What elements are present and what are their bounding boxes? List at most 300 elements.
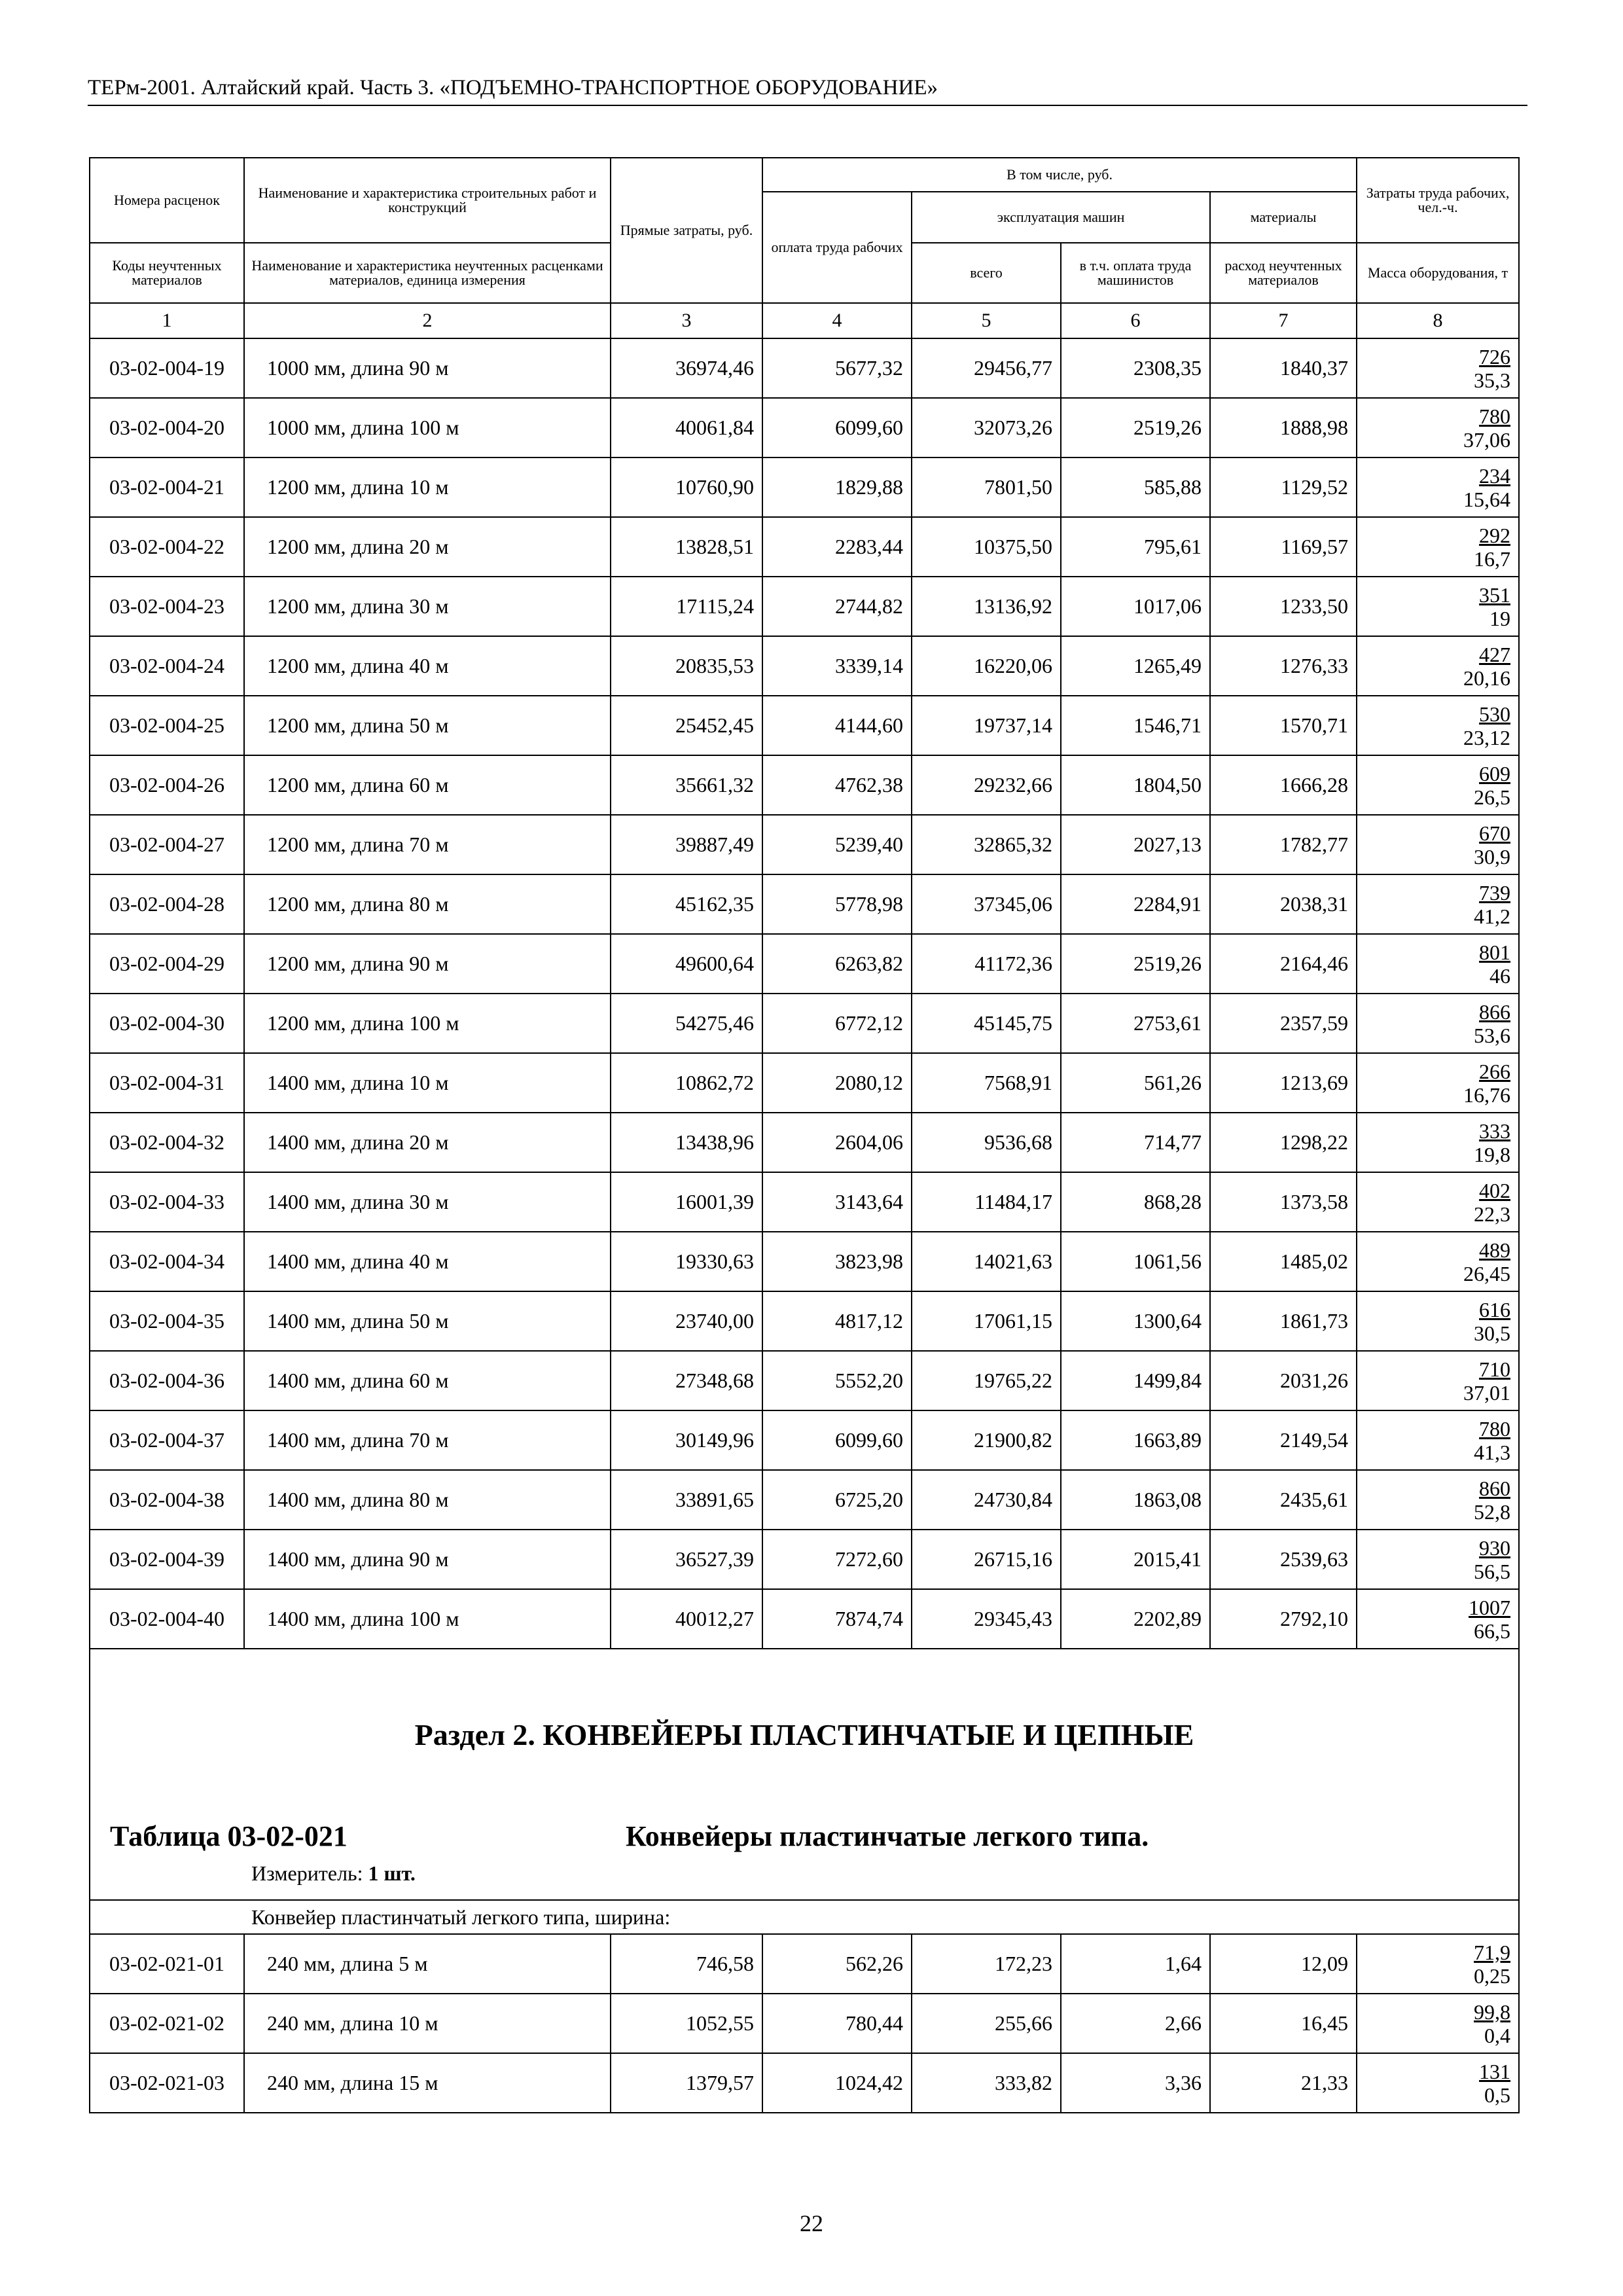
- equipment-mass: 37,06: [1463, 427, 1511, 452]
- materials-cost: 1298,22: [1210, 1113, 1357, 1172]
- worker-pay: 3823,98: [762, 1232, 912, 1291]
- equipment-mass: 22,3: [1474, 1202, 1511, 1226]
- direct-costs: 54275,46: [611, 994, 762, 1053]
- labor-hours: 351: [1479, 583, 1511, 607]
- direct-costs: 25452,45: [611, 696, 762, 755]
- worker-pay: 5552,20: [762, 1351, 912, 1410]
- table-row: [90, 636, 1519, 696]
- page-number: 22: [800, 2210, 823, 2236]
- work-name: 1200 мм, длина 90 м: [244, 934, 611, 994]
- work-name: 1400 мм, длина 30 м: [244, 1172, 611, 1232]
- header-unaccounted-names: Наименование и характеристика неучтенных расценками материалов, единица измерения: [244, 243, 611, 303]
- rate-code: 03-02-004-31: [90, 1053, 244, 1113]
- equipment-mass: 41,2: [1474, 904, 1511, 928]
- equipment-mass: 66,5: [1474, 1619, 1511, 1643]
- worker-pay: 5778,98: [762, 874, 912, 934]
- rate-code: 03-02-004-19: [90, 338, 244, 398]
- rate-code: 03-02-004-33: [90, 1172, 244, 1232]
- work-name: 1000 мм, длина 90 м: [244, 338, 611, 398]
- table-header: [90, 158, 1519, 338]
- machine-operation: 16220,06: [912, 636, 1061, 696]
- worker-pay: 2080,12: [762, 1053, 912, 1113]
- equipment-mass: 53,6: [1474, 1023, 1511, 1047]
- materials-cost: 1888,98: [1210, 398, 1357, 457]
- equipment-mass: 20,16: [1463, 666, 1511, 690]
- work-name: 1400 мм, длина 70 м: [244, 1410, 611, 1470]
- materials-cost: 2149,54: [1210, 1410, 1357, 1470]
- equipment-mass: 37,01: [1463, 1380, 1511, 1405]
- direct-costs: 49600,64: [611, 934, 762, 994]
- labor-mass-fraction: [1357, 1934, 1519, 1994]
- column-number: 1: [90, 303, 244, 338]
- rates-sheet: [89, 157, 1518, 2113]
- rate-code: 03-02-004-36: [90, 1351, 244, 1410]
- section-block: [90, 1649, 1519, 1934]
- table-row: [90, 1053, 1519, 1113]
- rates-body-section2: [90, 1934, 1519, 2113]
- equipment-mass: 0,4: [1484, 2023, 1511, 2047]
- table-row: [90, 1934, 1519, 1994]
- direct-costs: 1052,55: [611, 1994, 762, 2053]
- table-row: [90, 1351, 1519, 1410]
- direct-costs: 40061,84: [611, 398, 762, 457]
- column-number: 7: [1210, 303, 1357, 338]
- header-including: В том числе, руб.: [762, 158, 1357, 192]
- operator-pay: 1663,89: [1061, 1410, 1210, 1470]
- rate-code: 03-02-004-26: [90, 755, 244, 815]
- labor-hours: 234: [1479, 463, 1511, 488]
- rate-code: 03-02-004-27: [90, 815, 244, 874]
- table-row: [90, 1589, 1519, 1649]
- labor-hours: 930: [1479, 1535, 1511, 1560]
- work-name: 240 мм, длина 10 м: [244, 1994, 611, 2053]
- machine-operation: 41172,36: [912, 934, 1061, 994]
- table-row: [90, 994, 1519, 1053]
- materials-cost: 2038,31: [1210, 874, 1357, 934]
- work-name: 1200 мм, длина 100 м: [244, 994, 611, 1053]
- equipment-mass: 30,9: [1474, 844, 1511, 869]
- labor-mass-fraction: [1357, 755, 1519, 815]
- work-name: 1400 мм, длина 50 м: [244, 1291, 611, 1351]
- table-row: [90, 1410, 1519, 1470]
- rate-code: 03-02-004-35: [90, 1291, 244, 1351]
- worker-pay: 1829,88: [762, 457, 912, 517]
- equipment-mass: 16,76: [1463, 1083, 1511, 1107]
- work-name: 240 мм, длина 5 м: [244, 1934, 611, 1994]
- materials-cost: 1485,02: [1210, 1232, 1357, 1291]
- operator-pay: 1017,06: [1061, 577, 1210, 636]
- operator-pay: 2753,61: [1061, 994, 1210, 1053]
- operator-pay: 795,61: [1061, 517, 1210, 577]
- operator-pay: 1061,56: [1061, 1232, 1210, 1291]
- labor-mass-fraction: [1357, 1470, 1519, 1530]
- table-row: [90, 874, 1519, 934]
- labor-mass-fraction: [1357, 398, 1519, 457]
- direct-costs: 19330,63: [611, 1232, 762, 1291]
- equipment-mass: 23,12: [1463, 725, 1511, 749]
- header-machine-operation: эксплуатация машин: [912, 192, 1210, 243]
- work-name: 1400 мм, длина 20 м: [244, 1113, 611, 1172]
- worker-pay: 6263,82: [762, 934, 912, 994]
- direct-costs: 40012,27: [611, 1589, 762, 1649]
- header-rule: [88, 105, 1527, 106]
- machine-operation: 10375,50: [912, 517, 1061, 577]
- operator-pay: 561,26: [1061, 1053, 1210, 1113]
- labor-hours: 670: [1479, 821, 1511, 845]
- table-number: Таблица 03-02-021: [110, 1820, 348, 1852]
- labor-hours: 489: [1479, 1238, 1511, 1262]
- equipment-mass: 41,3: [1474, 1440, 1511, 1464]
- column-number: 2: [244, 303, 611, 338]
- direct-costs: 13828,51: [611, 517, 762, 577]
- worker-pay: 6725,20: [762, 1470, 912, 1530]
- header-worker-pay: оплата труда рабочих: [762, 192, 912, 303]
- operator-pay: 2284,91: [1061, 874, 1210, 934]
- labor-mass-fraction: [1357, 1589, 1519, 1649]
- machine-operation: 14021,63: [912, 1232, 1061, 1291]
- labor-hours: 292: [1479, 523, 1511, 547]
- machine-operation: 32865,32: [912, 815, 1061, 874]
- table-row: [90, 577, 1519, 636]
- rate-code: 03-02-004-23: [90, 577, 244, 636]
- operator-pay: 2519,26: [1061, 398, 1210, 457]
- operator-pay: 1499,84: [1061, 1351, 1210, 1410]
- machine-operation: 11484,17: [912, 1172, 1061, 1232]
- labor-hours: 266: [1479, 1059, 1511, 1083]
- header-work-name: Наименование и характеристика строительных работ и конструкций: [244, 158, 611, 243]
- direct-costs: 30149,96: [611, 1410, 762, 1470]
- unit-value: 1 шт.: [368, 1861, 416, 1885]
- machine-operation: 45145,75: [912, 994, 1061, 1053]
- worker-pay: 7874,74: [762, 1589, 912, 1649]
- rate-code: 03-02-004-25: [90, 696, 244, 755]
- work-name: 1000 мм, длина 100 м: [244, 398, 611, 457]
- worker-pay: 3339,14: [762, 636, 912, 696]
- materials-cost: 1276,33: [1210, 636, 1357, 696]
- labor-mass-fraction: [1357, 1410, 1519, 1470]
- operator-pay: 1300,64: [1061, 1291, 1210, 1351]
- labor-mass-fraction: [1357, 1172, 1519, 1232]
- materials-cost: 2792,10: [1210, 1589, 1357, 1649]
- column-number-row: [90, 303, 1519, 338]
- operator-pay: 2027,13: [1061, 815, 1210, 874]
- operator-pay: 1265,49: [1061, 636, 1210, 696]
- rate-code: 03-02-021-01: [90, 1934, 244, 1994]
- table-row: [90, 934, 1519, 994]
- column-number: 3: [611, 303, 762, 338]
- labor-mass-fraction: [1357, 934, 1519, 994]
- materials-cost: 2164,46: [1210, 934, 1357, 994]
- direct-costs: 45162,35: [611, 874, 762, 934]
- worker-pay: 2283,44: [762, 517, 912, 577]
- work-name: 1200 мм, длина 70 м: [244, 815, 611, 874]
- table-row: [90, 696, 1519, 755]
- machine-operation: 37345,06: [912, 874, 1061, 934]
- direct-costs: 17115,24: [611, 577, 762, 636]
- labor-mass-fraction: [1357, 696, 1519, 755]
- rate-code: 03-02-004-34: [90, 1232, 244, 1291]
- labor-hours: 530: [1479, 702, 1511, 726]
- materials-cost: 1169,57: [1210, 517, 1357, 577]
- rate-code: 03-02-004-21: [90, 457, 244, 517]
- machine-operation: 7801,50: [912, 457, 1061, 517]
- materials-cost: 2357,59: [1210, 994, 1357, 1053]
- labor-hours: 780: [1479, 404, 1511, 428]
- worker-pay: 562,26: [762, 1934, 912, 1994]
- table-row: [90, 457, 1519, 517]
- machine-operation: 29345,43: [912, 1589, 1061, 1649]
- table-row: [90, 815, 1519, 874]
- table-row: [90, 1470, 1519, 1530]
- equipment-mass: 16,7: [1474, 547, 1511, 571]
- worker-pay: 4144,60: [762, 696, 912, 755]
- direct-costs: 16001,39: [611, 1172, 762, 1232]
- equipment-mass: 0,5: [1484, 2083, 1511, 2107]
- labor-mass-fraction: [1357, 1232, 1519, 1291]
- work-name: 1400 мм, длина 100 м: [244, 1589, 611, 1649]
- labor-hours: 780: [1479, 1416, 1511, 1441]
- materials-cost: 1570,71: [1210, 696, 1357, 755]
- work-name: 1400 мм, длина 90 м: [244, 1530, 611, 1589]
- direct-costs: 10760,90: [611, 457, 762, 517]
- work-name: 1200 мм, длина 50 м: [244, 696, 611, 755]
- materials-cost: 1213,69: [1210, 1053, 1357, 1113]
- equipment-mass: 15,64: [1463, 487, 1511, 511]
- worker-pay: 7272,60: [762, 1530, 912, 1589]
- operator-pay: 2202,89: [1061, 1589, 1210, 1649]
- direct-costs: 13438,96: [611, 1113, 762, 1172]
- labor-mass-fraction: [1357, 1994, 1519, 2053]
- operator-pay: 2519,26: [1061, 934, 1210, 994]
- worker-pay: 6099,60: [762, 398, 912, 457]
- header-equipment-mass: Масса оборудования, т: [1357, 243, 1519, 303]
- equipment-mass: 19,8: [1474, 1142, 1511, 1166]
- direct-costs: 33891,65: [611, 1470, 762, 1530]
- worker-pay: 5677,32: [762, 338, 912, 398]
- rates-body: [90, 338, 1519, 1649]
- machine-operation: 26715,16: [912, 1530, 1061, 1589]
- unit-line: [251, 1861, 416, 1886]
- labor-hours: 739: [1479, 880, 1511, 905]
- labor-hours: 726: [1479, 344, 1511, 368]
- worker-pay: 780,44: [762, 1994, 912, 2053]
- machine-operation: 7568,91: [912, 1053, 1061, 1113]
- column-number: 5: [912, 303, 1061, 338]
- worker-pay: 2744,82: [762, 577, 912, 636]
- labor-mass-fraction: [1357, 636, 1519, 696]
- work-name: 1200 мм, длина 30 м: [244, 577, 611, 636]
- labor-mass-fraction: [1357, 1053, 1519, 1113]
- direct-costs: 746,58: [611, 1934, 762, 1994]
- operator-pay: 1,64: [1061, 1934, 1210, 1994]
- table-row: [90, 1291, 1519, 1351]
- materials-cost: 12,09: [1210, 1934, 1357, 1994]
- labor-mass-fraction: [1357, 577, 1519, 636]
- operator-pay: 2015,41: [1061, 1530, 1210, 1589]
- worker-pay: 6099,60: [762, 1410, 912, 1470]
- worker-pay: 4817,12: [762, 1291, 912, 1351]
- materials-cost: 1861,73: [1210, 1291, 1357, 1351]
- rate-code: 03-02-004-37: [90, 1410, 244, 1470]
- worker-pay: 4762,38: [762, 755, 912, 815]
- materials-cost: 2435,61: [1210, 1470, 1357, 1530]
- work-name: 1400 мм, длина 80 м: [244, 1470, 611, 1530]
- rate-code: 03-02-004-40: [90, 1589, 244, 1649]
- rate-code: 03-02-004-24: [90, 636, 244, 696]
- rate-code: 03-02-004-28: [90, 874, 244, 934]
- labor-mass-fraction: [1357, 815, 1519, 874]
- materials-cost: 1840,37: [1210, 338, 1357, 398]
- materials-cost: 2539,63: [1210, 1530, 1357, 1589]
- equipment-mass: 26,5: [1474, 785, 1511, 809]
- materials-cost: 21,33: [1210, 2053, 1357, 2113]
- rate-code: 03-02-004-29: [90, 934, 244, 994]
- labor-mass-fraction: [1357, 338, 1519, 398]
- labor-hours: 609: [1479, 761, 1511, 785]
- labor-hours: 427: [1479, 642, 1511, 666]
- operator-pay: 585,88: [1061, 457, 1210, 517]
- labor-hours: 131: [1479, 2059, 1511, 2083]
- labor-hours: 616: [1479, 1297, 1511, 1321]
- table-row: [90, 755, 1519, 815]
- labor-mass-fraction: [1357, 1291, 1519, 1351]
- table-row: [90, 398, 1519, 457]
- materials-cost: 1233,50: [1210, 577, 1357, 636]
- labor-hours: 860: [1479, 1476, 1511, 1500]
- direct-costs: 39887,49: [611, 815, 762, 874]
- table-row: [90, 1113, 1519, 1172]
- table-row: [90, 1530, 1519, 1589]
- unit-label: Измеритель:: [251, 1861, 363, 1885]
- header-direct-costs: Прямые затраты, руб.: [611, 158, 762, 303]
- labor-hours: 71,9: [1474, 1940, 1511, 1964]
- direct-costs: 20835,53: [611, 636, 762, 696]
- labor-hours: 866: [1479, 999, 1511, 1024]
- direct-costs: 27348,68: [611, 1351, 762, 1410]
- operator-pay: 2,66: [1061, 1994, 1210, 2053]
- machine-operation: 19737,14: [912, 696, 1061, 755]
- worker-pay: 3143,64: [762, 1172, 912, 1232]
- section-title: Раздел 2. КОНВЕЙЕРЫ ПЛАСТИНЧАТЫЕ И ЦЕПНЫЕ: [414, 1718, 1194, 1751]
- equipment-mass: 26,45: [1463, 1261, 1511, 1285]
- rate-code: 03-02-004-22: [90, 517, 244, 577]
- rate-code: 03-02-021-03: [90, 2053, 244, 2113]
- rate-code: 03-02-004-39: [90, 1530, 244, 1589]
- materials-cost: 16,45: [1210, 1994, 1357, 2053]
- column-number: 4: [762, 303, 912, 338]
- work-name: 1400 мм, длина 40 м: [244, 1232, 611, 1291]
- work-name: 1400 мм, длина 10 м: [244, 1053, 611, 1113]
- equipment-mass: 56,5: [1474, 1559, 1511, 1583]
- operator-pay: 868,28: [1061, 1172, 1210, 1232]
- work-name: 240 мм, длина 15 м: [244, 2053, 611, 2113]
- direct-costs: 1379,57: [611, 2053, 762, 2113]
- machine-operation: 32073,26: [912, 398, 1061, 457]
- header-machine-total: всего: [912, 243, 1061, 303]
- labor-hours: 1007: [1469, 1595, 1511, 1619]
- labor-hours: 99,8: [1474, 2000, 1511, 2024]
- equipment-mass: 0,25: [1474, 1964, 1511, 1988]
- labor-mass-fraction: [1357, 874, 1519, 934]
- machine-operation: 24730,84: [912, 1470, 1061, 1530]
- equipment-mass: 19: [1489, 606, 1511, 630]
- materials-cost: 1129,52: [1210, 457, 1357, 517]
- materials-cost: 1666,28: [1210, 755, 1357, 815]
- machine-operation: 29456,77: [912, 338, 1061, 398]
- work-name: 1200 мм, длина 20 м: [244, 517, 611, 577]
- labor-hours: 801: [1479, 940, 1511, 964]
- section-heading-cell: [90, 1649, 1519, 1900]
- machine-operation: 333,82: [912, 2053, 1061, 2113]
- materials-cost: 1373,58: [1210, 1172, 1357, 1232]
- table-row: [90, 1172, 1519, 1232]
- machine-operation: 21900,82: [912, 1410, 1061, 1470]
- group-subheading: Конвейер пластинчатый легкого типа, ширина:: [90, 1900, 1519, 1934]
- equipment-mass: 46: [1489, 963, 1511, 988]
- rate-code: 03-02-004-20: [90, 398, 244, 457]
- equipment-mass: 52,8: [1474, 1499, 1511, 1524]
- labor-hours: 333: [1479, 1119, 1511, 1143]
- rate-code: 03-02-004-30: [90, 994, 244, 1053]
- materials-cost: 1782,77: [1210, 815, 1357, 874]
- rate-code: 03-02-004-38: [90, 1470, 244, 1530]
- header-operator-pay: в т.ч. оплата труда машинистов: [1061, 243, 1210, 303]
- equipment-mass: 35,3: [1474, 368, 1511, 392]
- direct-costs: 35661,32: [611, 755, 762, 815]
- header-rate-numbers: Номера расценок: [90, 158, 244, 243]
- labor-mass-fraction: [1357, 1530, 1519, 1589]
- work-name: 1200 мм, длина 10 м: [244, 457, 611, 517]
- worker-pay: 2604,06: [762, 1113, 912, 1172]
- machine-operation: 13136,92: [912, 577, 1061, 636]
- machine-operation: 255,66: [912, 1994, 1061, 2053]
- rate-code: 03-02-004-32: [90, 1113, 244, 1172]
- direct-costs: 10862,72: [611, 1053, 762, 1113]
- work-name: 1200 мм, длина 40 м: [244, 636, 611, 696]
- table-row: [90, 517, 1519, 577]
- rates-table: [89, 157, 1520, 2113]
- machine-operation: 29232,66: [912, 755, 1061, 815]
- header-unaccounted-codes: Коды неучтенных материалов: [90, 243, 244, 303]
- labor-mass-fraction: [1357, 1351, 1519, 1410]
- header-unaccounted-consumption: расход неучтенных материалов: [1210, 243, 1357, 303]
- worker-pay: 6772,12: [762, 994, 912, 1053]
- labor-hours: 402: [1479, 1178, 1511, 1202]
- direct-costs: 23740,00: [611, 1291, 762, 1351]
- work-name: 1200 мм, длина 80 м: [244, 874, 611, 934]
- labor-mass-fraction: [1357, 2053, 1519, 2113]
- direct-costs: 36974,46: [611, 338, 762, 398]
- table-row: [90, 1232, 1519, 1291]
- header-materials: материалы: [1210, 192, 1357, 243]
- header-labor: Затраты труда рабочих, чел.-ч.: [1357, 158, 1519, 243]
- operator-pay: 2308,35: [1061, 338, 1210, 398]
- table-title: Конвейеры пластинчатые легкого типа.: [626, 1820, 1149, 1852]
- worker-pay: 5239,40: [762, 815, 912, 874]
- table-row: [90, 2053, 1519, 2113]
- equipment-mass: 30,5: [1474, 1321, 1511, 1345]
- machine-operation: 9536,68: [912, 1113, 1061, 1172]
- labor-mass-fraction: [1357, 994, 1519, 1053]
- table-row: [90, 338, 1519, 398]
- operator-pay: 1546,71: [1061, 696, 1210, 755]
- labor-hours: 710: [1479, 1357, 1511, 1381]
- running-head: ТЕРм-2001. Алтайский край. Часть 3. «ПОДЪЕМНО-ТРАНСПОРТНОЕ ОБОРУДОВАНИЕ»: [88, 76, 938, 99]
- operator-pay: 3,36: [1061, 2053, 1210, 2113]
- operator-pay: 714,77: [1061, 1113, 1210, 1172]
- direct-costs: 36527,39: [611, 1530, 762, 1589]
- labor-mass-fraction: [1357, 517, 1519, 577]
